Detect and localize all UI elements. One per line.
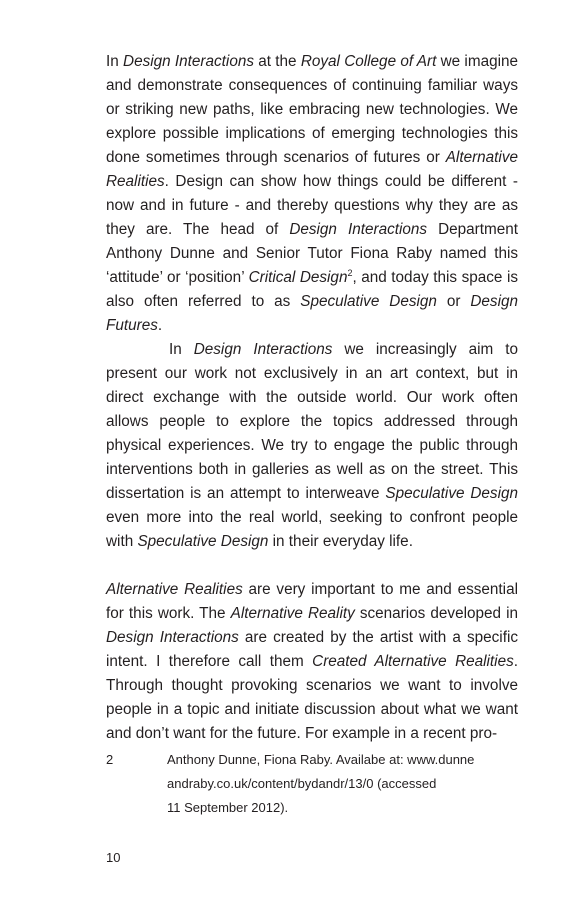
footnote-line: andraby.co.uk/content/bydandr/13/0 (accessed: [167, 776, 437, 791]
page-number: 10: [106, 850, 121, 865]
footnote-reference: 2: [347, 267, 353, 278]
paragraph-2: In Design Interactions we increasingly aim to present our work not exclusively in an art context, but in direct exchange with the outside world. Our work often allows people to explore the topics addressed through physical experiences. We try to engage the public through interventions both in galleries as well as on the street. This dissertation is an attempt to interweave Speculative Design even more into the real world, seeking to confront people with Speculative Design in their everyday life.: [106, 341, 519, 550]
footnote-text: [167, 748, 497, 820]
footnote-number: 2: [106, 752, 114, 767]
footnote-line: 11 September 2012).: [167, 800, 289, 815]
paragraph-3: Alternative Realities are very important to me and essential for this work. The Alternative Reality scenarios developed in Design Interactions are created by the artist with a specific intent. I therefore call them Created Alternative Realities. Through thought provoking scenarios we want to involve people in a topic and initiate discussion about what we want and don’t want for the future. For example in a recent pro-: [106, 581, 518, 742]
body-text: [106, 50, 518, 746]
footnote-line: Anthony Dunne, Fiona Raby. Availabe at: www.dunne: [167, 752, 475, 767]
paragraph-1: In Design Interactions at the Royal College of Art we imagine and demonstrate consequences of continuing familiar ways or striking new paths, like embracing new technologies. We explore possible implications of emerging technologies this done sometimes through scenarios of futures or Alternative Realities. Design can show how things could be different - now and in future - and thereby questions why they are as they are. The head of Design Interactions Department Anthony Dunne and Senior Tutor Fiona Raby named this ‘attitude’ or ‘position’ Critical Design$^2$, and today this space is also often referred to as Speculative Design or Design Futures.: [106, 53, 518, 334]
